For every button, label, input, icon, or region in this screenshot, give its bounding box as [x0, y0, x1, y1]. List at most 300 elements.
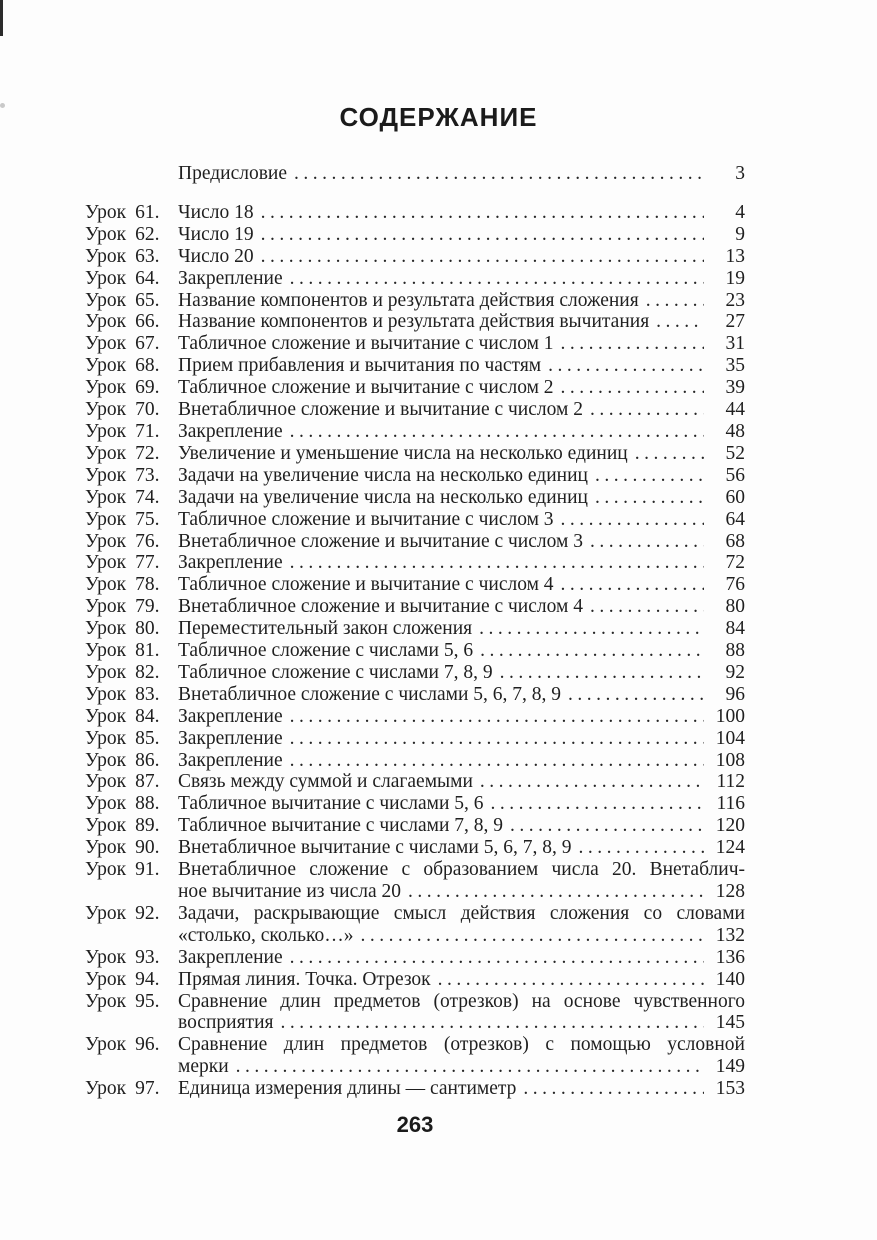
toc-entry-page-number: 44: [725, 399, 745, 421]
dot-leader: [491, 793, 704, 815]
toc-entry: [85, 793, 745, 815]
dot-leader: [261, 246, 704, 268]
lesson-number: 95.: [135, 990, 160, 1012]
toc-entry-label: [85, 728, 178, 750]
toc-entry-label: [85, 246, 178, 268]
toc-entry-preface: [85, 163, 745, 185]
toc-entry-title: Табличное сложение с числами 5, 6: [178, 640, 474, 662]
toc-entry-title: Задачи на увеличение числа на несколько единиц: [178, 486, 588, 508]
lesson-number: 68.: [135, 355, 160, 377]
toc-entry-body: [178, 355, 745, 377]
lesson-number: 61.: [135, 201, 160, 223]
toc-entry-line: [178, 202, 745, 224]
toc-entry-label: [85, 268, 178, 290]
toc-entry: [85, 750, 745, 772]
toc-entry-line: [178, 596, 745, 618]
toc-entry: [85, 640, 745, 662]
lesson-number: 85.: [135, 727, 160, 749]
toc-entry: [85, 552, 745, 574]
toc-entry-body: [178, 837, 745, 859]
toc-entry-label: [85, 815, 178, 837]
toc-entry-line: [178, 662, 745, 684]
page-title: СОДЕРЖАНИЕ: [339, 102, 538, 132]
toc-entry-title: Число 18: [178, 201, 254, 223]
dot-leader: [236, 1056, 704, 1078]
toc-entry-line: [178, 355, 745, 377]
scan-artifact-mark: [0, 0, 3, 36]
scan-artifact-dot: [0, 103, 5, 108]
lesson-word: Урок: [85, 596, 127, 618]
dot-leader: [361, 925, 704, 947]
toc-entry-title: Внетабличное сложение и вычитание с числом 2: [178, 399, 583, 421]
lesson-word: Урок: [85, 640, 127, 662]
lesson-word: Урок: [85, 267, 127, 289]
toc-entry-label: [85, 640, 178, 662]
toc-entry: [85, 684, 745, 706]
toc-entry-page-number: 108: [715, 749, 745, 771]
toc-entry-label: [85, 991, 178, 1013]
lesson-number: 75.: [135, 508, 160, 530]
toc-entry: [85, 771, 745, 793]
toc-entry-line: [178, 465, 745, 487]
toc-entry-label: [85, 465, 178, 487]
dot-leader: [261, 224, 704, 246]
toc-entry-line: [178, 311, 745, 333]
dot-leader: [548, 355, 704, 377]
toc-entry-label: [85, 771, 178, 793]
lesson-word: Урок: [85, 1078, 127, 1100]
toc-entry: [85, 859, 745, 903]
toc-entry-title: Число 19: [178, 223, 254, 245]
toc-entry-body: [178, 552, 745, 574]
lesson-number: 65.: [135, 289, 160, 311]
lesson-number: 92.: [135, 902, 160, 924]
toc-entry-line: [178, 224, 745, 246]
lesson-word: Урок: [85, 902, 127, 924]
toc-entry-label: [85, 1034, 178, 1056]
toc-entry-line: [178, 1056, 745, 1078]
toc-entry-title: Закрепление: [178, 420, 283, 442]
toc-entry-label: [85, 1078, 178, 1100]
toc-entry-title: Прием прибавления и вычитания по частям: [178, 355, 542, 377]
toc-entry-page-number: 56: [725, 464, 745, 486]
toc-entry-label: [85, 443, 178, 465]
toc-entry-body: [178, 224, 745, 246]
dot-leader: [294, 163, 704, 185]
toc-entry-page-number: 145: [715, 1012, 745, 1034]
toc-entry-body: [178, 969, 745, 991]
lesson-word: Урок: [85, 442, 127, 464]
lesson-number: 89.: [135, 815, 160, 837]
toc-entry-body: [178, 728, 745, 750]
toc-entry: [85, 421, 745, 443]
lesson-number: 94.: [135, 968, 160, 990]
toc-entry: [85, 947, 745, 969]
toc-entry-page-number: 72: [725, 552, 745, 574]
toc-entry-body: [178, 640, 745, 662]
toc-entry: [85, 290, 745, 312]
toc-entry-body: [178, 268, 745, 290]
toc-entry-page-number: 19: [725, 267, 745, 289]
toc-entry-title-line: Сравнение длин предметов (отрезков) с помощью условной: [178, 1034, 745, 1056]
toc-entry-line: [178, 531, 745, 553]
lesson-number: 63.: [135, 245, 160, 267]
toc-entry-line: [178, 268, 745, 290]
toc-entry-body: [178, 991, 745, 1035]
toc-entry-title: ное вычитание из числа 20: [178, 881, 401, 902]
toc-entry-title: Внетабличное вычитание с числами 5, 6, 7, 8, 9: [178, 837, 572, 859]
toc-entry: [85, 268, 745, 290]
toc-entry-line: [178, 881, 745, 903]
toc-entry-line: [178, 969, 745, 991]
toc-entry-title: Название компонентов и результата действия вычитания: [178, 311, 650, 333]
dot-leader: [561, 333, 704, 355]
toc-entry-line: [178, 246, 745, 268]
lesson-number: 62.: [135, 223, 160, 245]
toc-entry-page-number: 96: [725, 683, 745, 705]
toc-entry-title: Закрепление: [178, 749, 283, 771]
lesson-word: Урок: [85, 618, 127, 640]
toc-entry-line: [178, 837, 745, 859]
toc-entry-label: [85, 859, 178, 881]
toc-entry-title: Закрепление: [178, 946, 283, 968]
toc-entry-body: [178, 662, 745, 684]
lesson-number: 82.: [135, 661, 160, 683]
toc-entry-body: [178, 750, 745, 772]
dot-leader: [656, 311, 704, 333]
dot-leader: [479, 618, 704, 640]
lesson-word: Урок: [85, 530, 127, 552]
toc-entry-body: [178, 771, 745, 793]
lesson-word: Урок: [85, 771, 127, 793]
lesson-number: 97.: [135, 1078, 160, 1100]
toc-entry-page-number: 9: [735, 223, 745, 245]
lesson-word: Урок: [85, 749, 127, 771]
toc-entry-line: [178, 163, 745, 185]
toc-entry-title: Табличное вычитание с числами 5, 6: [178, 793, 484, 815]
toc-entry-label: [85, 509, 178, 531]
lesson-number: 90.: [135, 837, 160, 859]
lesson-word: Урок: [85, 990, 127, 1012]
toc-entry-title: Переместительный закон сложения: [178, 618, 473, 640]
lesson-word: Урок: [85, 837, 127, 859]
toc-entry-body: [178, 706, 745, 728]
toc-entry: [85, 509, 745, 531]
toc-entry: [85, 333, 745, 355]
toc-entry-line: [178, 421, 745, 443]
toc-entry-label: [85, 531, 178, 553]
lesson-word: Урок: [85, 420, 127, 442]
toc-entry-label: [85, 574, 178, 596]
toc-entry-page-number: 136: [715, 946, 745, 968]
lesson-word: Урок: [85, 486, 127, 508]
dot-leader: [635, 443, 704, 465]
toc-entry-title: «столько, сколько…»: [178, 924, 354, 946]
toc-entry-page-number: 120: [715, 815, 745, 837]
dot-leader: [595, 487, 704, 509]
lesson-number: 80.: [135, 618, 160, 640]
lesson-word: Урок: [85, 201, 127, 223]
lesson-word: Урок: [85, 727, 127, 749]
toc-entry-page-number: 31: [725, 333, 745, 355]
toc-entry-page-number: 140: [715, 968, 745, 990]
toc-entry-title: восприятия: [178, 1012, 274, 1034]
toc-entry-body: [178, 443, 745, 465]
lesson-word: Урок: [85, 552, 127, 574]
toc-entry-label: [85, 333, 178, 355]
toc-entry-page-number: 13: [725, 245, 745, 267]
lesson-word: Урок: [85, 377, 127, 399]
table-of-contents: [85, 163, 745, 1100]
toc-entry: [85, 662, 745, 684]
toc-entry-title: Число 20: [178, 245, 254, 267]
toc-entry: [85, 1078, 745, 1100]
lesson-number: 72.: [135, 442, 160, 464]
toc-entry-title: Задачи на увеличение числа на несколько единиц: [178, 464, 588, 486]
toc-entry-title: Название компонентов и результата действия сложения: [178, 289, 639, 311]
toc-entry-page-number: 68: [725, 530, 745, 552]
toc-entry-body: [178, 618, 745, 640]
lesson-word: Урок: [85, 223, 127, 245]
dot-leader: [480, 640, 704, 662]
dot-leader: [290, 552, 704, 574]
toc-entry-page-number: 104: [715, 727, 745, 749]
dot-leader: [290, 728, 704, 750]
toc-entry-title: Связь между суммой и слагаемыми: [178, 771, 473, 793]
toc-entry-title: Табличное сложение и вычитание с числом 3: [178, 508, 554, 530]
toc-entry-label: [85, 662, 178, 684]
toc-entry-page-number: 124: [715, 837, 745, 859]
toc-entry-label: [85, 399, 178, 421]
toc-entry-line: [178, 684, 745, 706]
toc-entry-label: [85, 837, 178, 859]
toc-entry-page-number: 64: [725, 508, 745, 530]
toc-entry-label: [85, 618, 178, 640]
toc-entry: [85, 246, 745, 268]
toc-entry-body: [178, 333, 745, 355]
toc-entry: [85, 311, 745, 333]
toc-entry: [85, 443, 745, 465]
lesson-number: 70.: [135, 399, 160, 421]
dot-leader: [290, 706, 704, 728]
lesson-number: 78.: [135, 574, 160, 596]
toc-entry-label: [85, 377, 178, 399]
lesson-word: Урок: [85, 859, 127, 881]
lesson-number: 76.: [135, 530, 160, 552]
toc-entry-line: [178, 290, 745, 312]
dot-leader: [480, 771, 704, 793]
toc-entry-line: [178, 618, 745, 640]
toc-entry-line: [178, 509, 745, 531]
lesson-number: 64.: [135, 267, 160, 289]
toc-entry-page-number: 88: [725, 640, 745, 662]
toc-entry-title: Табличное вычитание с числами 7, 8, 9: [178, 815, 504, 837]
toc-entry-body: [178, 377, 745, 399]
toc-entry-title: мерки: [178, 1056, 229, 1078]
lesson-word: Урок: [85, 1034, 127, 1056]
toc-entry-line: [178, 771, 745, 793]
lesson-word: Урок: [85, 968, 127, 990]
lesson-number: 84.: [135, 705, 160, 727]
toc-entry-label: [85, 311, 178, 333]
toc-entry-label: [85, 596, 178, 618]
toc-entry-page-number: 35: [725, 355, 745, 377]
toc-entry: [85, 202, 745, 224]
toc-entry: [85, 355, 745, 377]
toc-entry-line: [178, 1078, 745, 1100]
toc-entry-label: [85, 706, 178, 728]
toc-entry-line: [178, 925, 745, 947]
toc-entry-label: [85, 355, 178, 377]
lesson-word: Урок: [85, 574, 127, 596]
toc-entry: [85, 969, 745, 991]
dot-leader: [290, 750, 704, 772]
lesson-word: Урок: [85, 333, 127, 355]
toc-entry-line: [178, 574, 745, 596]
dot-leader: [261, 202, 704, 224]
dot-leader: [561, 509, 704, 531]
toc-entry-body: [178, 903, 745, 947]
lesson-number: 96.: [135, 1034, 160, 1056]
toc-entry-page-number: 153: [715, 1078, 745, 1100]
toc-entry-page-number: 27: [725, 311, 745, 333]
toc-entry-body: [178, 399, 745, 421]
toc-entry: [85, 574, 745, 596]
lesson-number: 91.: [135, 859, 160, 881]
lesson-word: Урок: [85, 815, 127, 837]
toc-entry: [85, 706, 745, 728]
toc-entry-body: [178, 202, 745, 224]
toc-entry: [85, 596, 745, 618]
toc-entry-title: Единица измерения длины — сантиметр: [178, 1078, 517, 1100]
toc-entry-page-number: 39: [725, 377, 745, 399]
toc-entry: [85, 903, 745, 947]
toc-entry-label: [85, 969, 178, 991]
toc-entry-label: [85, 793, 178, 815]
dot-leader: [500, 662, 704, 684]
toc-entry-body: [178, 421, 745, 443]
toc-entry-line: [178, 947, 745, 969]
lesson-word: Урок: [85, 464, 127, 486]
toc-entry-line: [178, 443, 745, 465]
toc-entry-label: [85, 684, 178, 706]
lesson-word: Урок: [85, 661, 127, 683]
dot-leader: [510, 815, 704, 837]
lesson-word: Урок: [85, 508, 127, 530]
dot-leader: [561, 574, 704, 596]
toc-entry-line: [178, 399, 745, 421]
lesson-number: 81.: [135, 640, 160, 662]
dot-leader: [646, 290, 704, 312]
toc-entry-page-number: 76: [725, 574, 745, 596]
toc-entry: [85, 618, 745, 640]
toc-entry-body: [178, 859, 745, 903]
lesson-word: Урок: [85, 355, 127, 377]
toc-entry: [85, 815, 745, 837]
dot-leader: [590, 531, 704, 553]
toc-entry-label: [85, 202, 178, 224]
lesson-word: Урок: [85, 946, 127, 968]
toc-entry-label: [85, 750, 178, 772]
lesson-number: 86.: [135, 749, 160, 771]
toc-entry-line: [178, 706, 745, 728]
toc-entry: [85, 465, 745, 487]
toc-entry-title: Табличное сложение с числами 7, 8, 9: [178, 661, 493, 683]
toc-entry-title: Внетабличное сложение и вычитание с числом 3: [178, 530, 583, 552]
dot-leader: [578, 837, 704, 859]
lesson-number: 79.: [135, 596, 160, 618]
toc-entry-body: [178, 1078, 745, 1100]
toc-entry-body: [178, 163, 745, 185]
toc-entry-label: [85, 903, 178, 925]
lesson-number: 67.: [135, 333, 160, 355]
dot-leader: [280, 1012, 704, 1034]
lesson-number: 73.: [135, 464, 160, 486]
toc-entry-body: [178, 596, 745, 618]
toc-entry-label: [85, 421, 178, 443]
toc-entry-body: [178, 1034, 745, 1078]
lesson-number: 74.: [135, 486, 160, 508]
toc-entry-title: Внетабличное сложение с числами 5, 6, 7, 8, 9: [178, 683, 562, 705]
toc-entry-page-number: 23: [725, 289, 745, 311]
toc-entry-title: Прямая линия. Точка. Отрезок: [178, 968, 431, 990]
toc-entry-line: [178, 487, 745, 509]
lesson-number: 88.: [135, 793, 160, 815]
toc-entry-line: [178, 793, 745, 815]
lesson-word: Урок: [85, 683, 127, 705]
lesson-word: Урок: [85, 399, 127, 421]
toc-entry-page-number: 128: [715, 881, 745, 902]
toc-entry-page-number: 80: [725, 596, 745, 618]
toc-entry-line: [178, 1012, 745, 1034]
dot-leader: [290, 268, 704, 290]
toc-entry-line: [178, 640, 745, 662]
dot-leader: [523, 1078, 704, 1100]
dot-leader: [568, 684, 704, 706]
lesson-word: Урок: [85, 311, 127, 333]
lesson-number: 71.: [135, 420, 160, 442]
toc-entry-title: Внетабличное сложение и вычитание с числом 4: [178, 596, 583, 618]
lesson-word: Урок: [85, 245, 127, 267]
toc-entry-page-number: 48: [725, 420, 745, 442]
toc-entry-line: [178, 750, 745, 772]
toc-entry: [85, 224, 745, 246]
toc-entry-title: Закрепление: [178, 552, 283, 574]
toc-entry-title: Табличное сложение и вычитание с числом 2: [178, 377, 554, 399]
toc-entry-line: [178, 333, 745, 355]
toc-entry: [85, 531, 745, 553]
lesson-number: 93.: [135, 946, 160, 968]
toc-entry-page-number: 92: [725, 661, 745, 683]
toc-entry-body: [178, 947, 745, 969]
lesson-word: Урок: [85, 705, 127, 727]
toc-entry-page-number: 84: [725, 618, 745, 640]
toc-entry-title: Закрепление: [178, 727, 283, 749]
lesson-number: 87.: [135, 771, 160, 793]
toc-entry-title-line: Задачи, раскрывающие смысл действия сложения со словами: [178, 902, 745, 924]
toc-entry-body: [178, 684, 745, 706]
page-number-footer: 263: [396, 1112, 434, 1138]
toc-entry-body: [178, 290, 745, 312]
toc-entry-title: Табличное сложение и вычитание с числом 4: [178, 574, 554, 596]
toc-entry-body: [178, 487, 745, 509]
toc-entry: [85, 837, 745, 859]
toc-entry-line: [178, 377, 745, 399]
lesson-word: Урок: [85, 793, 127, 815]
dot-leader: [290, 947, 704, 969]
toc-entry-page-number: 4: [735, 201, 745, 223]
lesson-number: 77.: [135, 552, 160, 574]
